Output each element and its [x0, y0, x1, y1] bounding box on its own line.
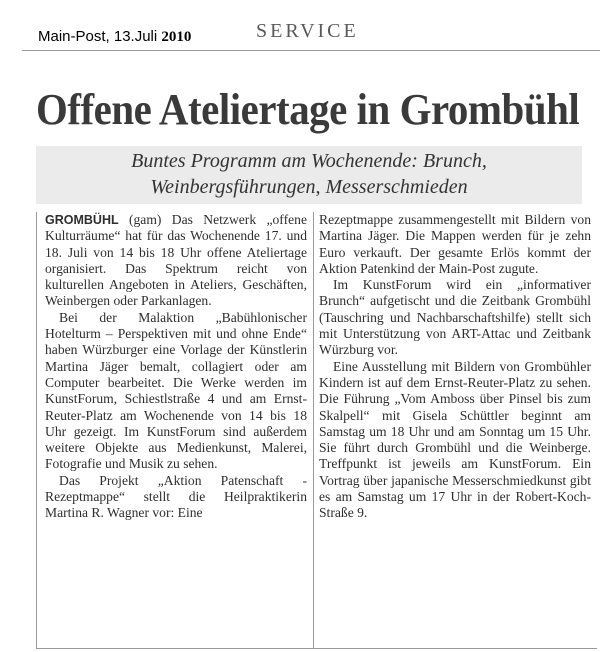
source-year: 2010 — [161, 29, 192, 45]
article-subtitle — [36, 146, 582, 204]
article-headline: Offene Ateliertage in Grombühl — [36, 85, 580, 134]
page-header — [0, 0, 600, 56]
column-divider — [313, 212, 314, 648]
article-body — [36, 212, 597, 649]
paragraph-2: Bei der Malaktion „Babühlonischer Hotelturm – Perspektiven mit und ohne Ende“ haben Würzburger eine Vorlage der Künstlerin Martina Jäger bemalt, collagiert oder am Computer bearbeitet. Die Werke werden im KunstForum, Schiestlstraße 4 und am Ernst-Reuter-Platz am Wochenende von 14 bis 18 Uhr gezeigt. Im KunstForum sind außerdem weitere Objekte aus Medienkunst, Malerei, Fotografie und Musik zu sehen. — [45, 309, 307, 472]
paragraph-1 — [45, 212, 307, 310]
article-column-1 — [45, 212, 307, 522]
dateline: GROMBÜHL — [45, 213, 119, 227]
section-label: SERVICE — [256, 20, 359, 42]
article-column-2 — [319, 212, 591, 522]
paragraph-3: Das Projekt „Aktion Patenschaft - Rezeptmappe“ stellt die Heilpraktikerin Martina R. Wagner vor: Eine — [45, 472, 307, 521]
publication-source — [38, 28, 191, 46]
subtitle-line-1: Buntes Programm am Wochenende: Brunch, — [131, 150, 487, 172]
paragraph-4: Rezeptmappe zusammengestellt mit Bildern von Martina Jäger. Die Mappen werden für je zehn Euro verkauft. Der gesamte Erlös kommt der Aktion Patenkind der Main-Post zugute. — [319, 212, 591, 276]
paragraph-6: Eine Ausstellung mit Bildern von Grombühler Kindern ist auf dem Ernst-Reuter-Platz zu sehen. Die Führung „Vom Amboss über Pinsel bis zum Skalpell“ mit Gisela Schüttler beginnt am Samstag um 18 Uhr und am Sonntag um 15 Uhr. Sie führt durch Grombühl und die Weinberge. Treffpunkt ist jeweils am KunstForum. Ein Vortrag über japanische Messerschmiedkunst gibt es am Samstag um 17 Uhr in der Robert-Koch-Straße 9. — [319, 358, 591, 521]
source-name: Main-Post, 13.Juli — [38, 28, 158, 45]
paragraph-5: Im KunstForum wird ein „informativer Brunch“ aufgetischt und die Zeitbank Grombühl (Tauschring und Nachbarschaftshilfe) stellt sich mit Unterstützung von ART-Attac und Zeitbank Würzburg vor. — [319, 277, 591, 358]
header-rule — [22, 50, 600, 51]
subtitle-line-2: Weinbergsführungen, Messerschmieden — [150, 176, 468, 198]
paragraph-1-text: (gam) Das Netzwerk „offene Kulturräume“ hat für das Wochenende 17. und 18. Juli von 14 bis 18 Uhr offene Ateliertage organisiert. Das Spektrum reicht von kulturellen Angeboten in Ateliers, Geschäften, Weinbergen oder Parkanlagen. — [45, 212, 307, 309]
